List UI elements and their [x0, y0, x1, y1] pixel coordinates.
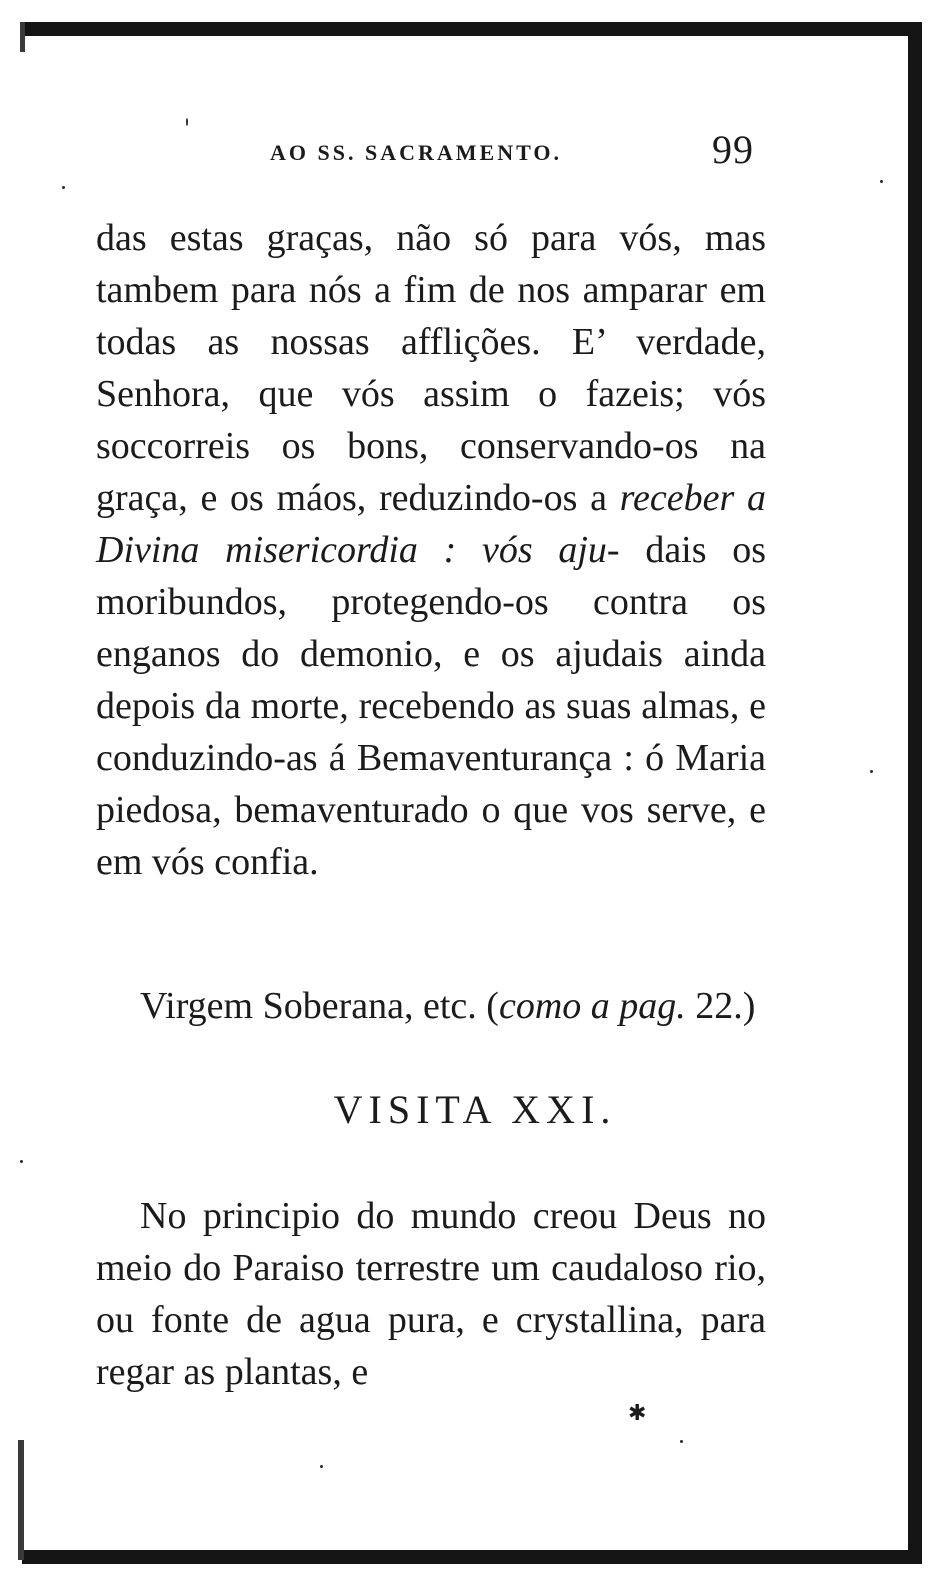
- page-number: 99: [712, 127, 754, 172]
- paragraph-text: [96, 212, 766, 888]
- page-border-top-left: [20, 22, 25, 52]
- text-run: dais os moribundos, protegendo-os contra os enganos do demonio, e os ajudais ainda depois da morte, recebendo as suas almas, e conduzindo-as á Bemaventurança : ó Maria piedosa, bemaventurado o que vos serve, e em vós confia.: [96, 529, 767, 883]
- page-border-left: [18, 1440, 24, 1560]
- paragraph-visit-start: [96, 1190, 766, 1398]
- text-run: 22.): [685, 985, 756, 1027]
- scan-speck: [880, 180, 883, 183]
- running-title: AO SS. SACRAMENTO.: [270, 140, 562, 165]
- italic-run: receber a Divina misericordia : vós aju-: [96, 477, 766, 571]
- scan-speck: [680, 1440, 683, 1443]
- section-heading: VISITA XXI.: [333, 1087, 617, 1132]
- scan-speck: [186, 118, 188, 126]
- page-border-top: [20, 22, 920, 36]
- asterisk-icon: ✱: [628, 1400, 647, 1425]
- scan-speck: [320, 1465, 323, 1468]
- paragraph-prayer: [96, 212, 766, 888]
- paragraph-text: [96, 980, 766, 1032]
- page-border-right: [908, 22, 922, 1564]
- scan-speck: [870, 770, 873, 773]
- scan-speck: [62, 186, 65, 189]
- text-run: Virgem Soberana, etc. (: [140, 985, 499, 1027]
- text-run: das estas graças, não só para vós, mas tambem para nós a fim de nos amparar em todas as nossas afflições. E’ verdade, Senhora, que vós assim o fazeis; vós soccorreis os bons, conservando-os na graça, e os máos, reduzindo-os a: [96, 217, 766, 519]
- paragraph-reference: [96, 980, 766, 1032]
- italic-run: como a pag.: [498, 985, 686, 1027]
- page-border-bottom: [22, 1550, 922, 1564]
- scan-speck: [20, 1160, 23, 1163]
- paragraph-text: No principio do mundo creou Deus no meio do Paraiso terrestre um caudaloso rio, ou fonte de agua pura, e crystallina, para regar as plantas, e: [96, 1195, 766, 1393]
